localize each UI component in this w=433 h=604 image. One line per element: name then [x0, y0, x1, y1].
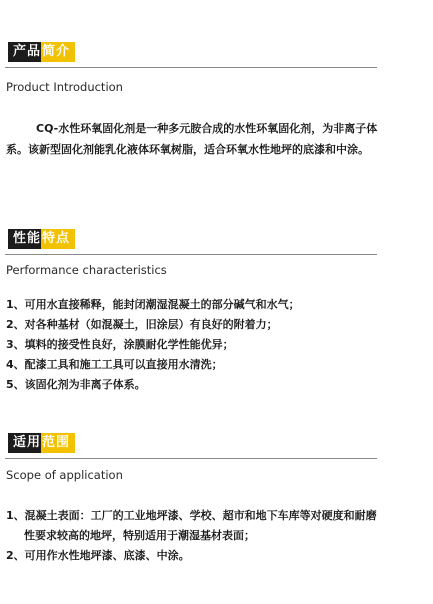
list-item: 4、配漆工具和施工工具可以直接用水清洗；	[6, 358, 223, 371]
scope-section-header	[8, 433, 75, 453]
intro-text: CQ-水性环氧固化剂是一种多元胺合成的水性环氧固化剂，为非离子体系。该新型固化剂能乳化液体环氧树脂，适合环氧水性地坪的底漆和中涂。	[6, 122, 378, 156]
performance-list	[6, 295, 386, 395]
intro-title-dark: 产品	[8, 42, 41, 62]
list-item: 1、可用水直接稀释，能封闭潮湿混凝土的部分碱气和水气；	[6, 298, 300, 311]
intro-subtitle: Product Introduction	[6, 80, 123, 94]
performance-list-container	[6, 295, 386, 395]
performance-divider	[5, 254, 377, 255]
performance-title-dark: 性能	[8, 229, 41, 249]
scope-title-dark: 适用	[8, 433, 41, 453]
list-item: 2、可用作水性地坪漆、底漆、中涂。	[6, 549, 190, 562]
list-item: 1、混凝土表面：工厂的工业地坪漆、学校、超市和地下车库等对硬度和耐磨性要求较高的地坪，特别适用于潮湿基材表面；	[6, 509, 377, 542]
list-item: 3、填料的接受性良好，涂膜耐化学性能优异；	[6, 338, 234, 351]
list-item: 5、该固化剂为非离子体系。	[6, 378, 146, 391]
scope-title-highlight: 范围	[41, 433, 75, 453]
list-item: 2、对各种基材（如混凝土，旧涂层）有良好的附着力；	[6, 318, 278, 331]
scope-divider	[5, 458, 377, 459]
scope-list-container	[6, 506, 386, 566]
intro-paragraph	[6, 118, 386, 160]
intro-divider	[5, 67, 377, 68]
performance-subtitle: Performance characteristics	[6, 263, 167, 277]
scope-list	[6, 506, 386, 566]
intro-section-header	[8, 42, 75, 62]
intro-title-highlight: 简介	[41, 42, 75, 62]
performance-title-highlight: 特点	[41, 229, 75, 249]
performance-section-header	[8, 229, 75, 249]
scope-subtitle: Scope of application	[6, 468, 123, 482]
